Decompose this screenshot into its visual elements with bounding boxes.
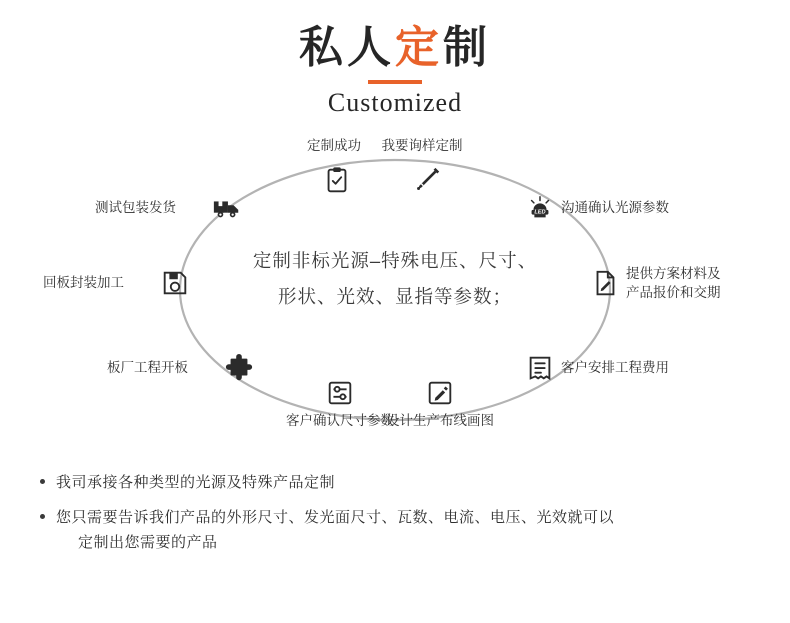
save-disk-icon [160,268,190,298]
flow-node-confirm-light-source-label: 沟通确认光源参数 [561,200,669,215]
flow-node-confirm-size-label: 客户确认尺寸参数 [286,413,394,428]
flow-node-provide-plan-label: 提供方案材料及 产品报价和交期 [626,266,721,300]
list-item [36,505,756,555]
bullet-text-2-line2: 定制出您需要的产品 [78,534,218,551]
page-title [0,22,790,74]
bullet-list [36,470,756,565]
bullet-text-1: 我司承接各种类型的光源及特殊产品定制 [56,474,336,491]
delivery-truck-icon [212,193,242,223]
settings-sliders-icon [325,378,355,408]
document-edit-icon [590,268,620,298]
center-description-line2: 形状、光效、显指等参数； [277,286,512,307]
list-item [36,470,756,495]
flow-node-inquiry-label: 我要询样定制 [381,138,463,153]
invoice-icon [525,353,555,383]
design-pen-icon [425,378,455,408]
bullet-text-2 [56,505,614,555]
flow-node-design-layout-label: 设计生产布线画图 [386,413,494,428]
page-header [0,22,790,118]
pen-icon [412,165,442,195]
flow-node-custom-success-label: 定制成功 [307,138,361,153]
page-title-part1: 私人 [299,23,395,72]
puzzle-icon [224,353,254,383]
page-title-accent: 定 [395,23,443,72]
center-description-line1: 定制非标光源–特殊电压、尺寸、 [252,250,538,271]
bullet-text-2-line1: 您只需要告诉我们产品的外形尺寸、发光面尺寸、瓦数、电流、电压、光效就可以 [56,509,615,526]
flow-node-reflow-packaging-label: 回板封装加工 [43,275,124,290]
svg-text:LED: LED [534,209,546,216]
bullet-dot-icon [40,479,45,484]
bullet-dot-icon [40,514,45,519]
page-title-part2: 制 [443,23,491,72]
checklist-icon [322,165,352,195]
process-cycle-diagram [0,125,790,455]
flow-node-test-pack-ship-label: 测试包装发货 [95,200,176,215]
flow-node-board-factory-label: 板厂工程开板 [107,360,188,375]
led-icon [525,193,555,223]
flow-node-engineering-fee-label: 客户安排工程费用 [561,360,669,375]
page-subtitle: Customized [327,88,463,117]
center-description [235,243,555,315]
title-divider [368,80,422,84]
